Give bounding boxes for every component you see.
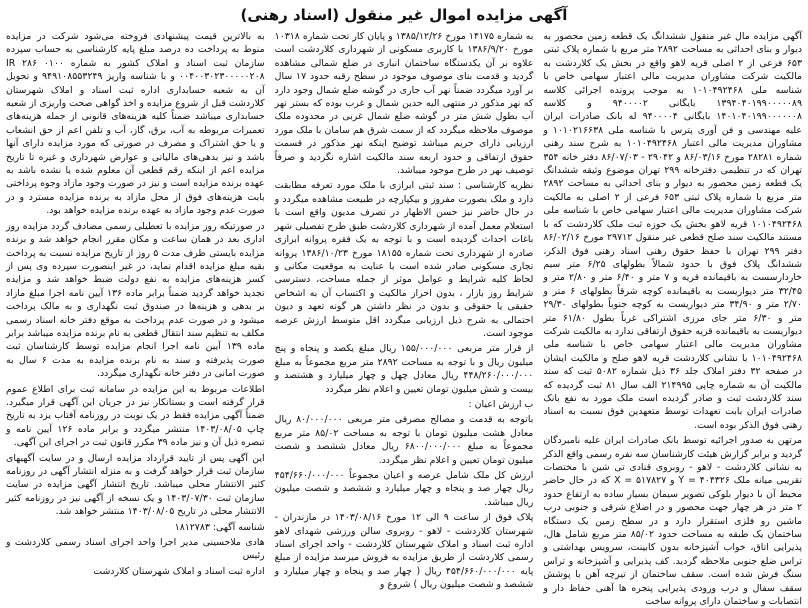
notice-id: شناسه آگهی: ۱۸۱۲۷۸۳: [174, 521, 265, 533]
paragraph: مرتهن به صدور اجرائیه توسط بانک صادرات ایران علیه نامبردگان گردید و برابر گزارش هیئت کارشناسان سه نفره رسمی واقع الذکر به نشانی کلاردشت - لاهو - روبروی قنادی تی شین با مختصات تقریبی میانه ملک ۴۰۴۳۲۶ = Y و ۵۱۷۸۲۷ = X که در حال حاضر محیط آن با دیوار بلوکی تصویر سیمان بسیار ساده به ارتفاع حدود ۲ متر در هر چهار جهت محصور و در اضلاع شرقی و جنوبی درب ماشین رو فلزی استقرار دارد و در سطح زمین یک دستگاه ساختمان یک طبقه به مساحت حدود ۸۵/۰۲ متر مربع شامل هال، پذیرایی اتاق، خواب آشپزخانه بدون کابینت، سرویس بهداشتی و تراس ضلع جنوبی ملاحظه گردید. کف پذیرایی و آشپزخانه و تراس سنگ فرش شده است. سقف ساختمان از تیرچه آهن با پوشش سقف سفال و درب ورودی پذیرایی پنجره ها آهنی حفاظ دار و انتصابات و ساختمان دارای پروانه ساخت: [543, 435, 802, 608]
paragraph: نظریه کارشناسی : سند ثبتی ابرازی با ملک مورد تعرفه مطابقت دارد و ملک بصورت مفروز و بیکپارچه در طبیعت مشاهده میگردد و در حال حاضر نیز حسن الاظهار در تصرف مدیون واقع است با استعلام معمل آمده از شهرداری کلاردشت طبق طرح تفصیلی شهر باغات احداث گردیده است و با توجه به یک فقره پروانه ابرازی صادره از شهرداری تحت شماره ۱۸۱۵۵ مورخ ۱۳۸۶/۱۰/۲۳ پروانه تجاری مسکونی صادر شده است با عنایت به موقعیت مکانی و لحاظ کلیه شرایط و عوامل موثر از جمله مساحت، دسترسی شرایط روز بازار ، بدون احراز مالکیت و اکتساب آن به اشخاص حقیقی یا حقوقی و بدون در نظر داشتن هر گونه تعهد و دیون احتمالی به شرح ذیل ارزیابی میگردد اقل متوسط ارزش عرصه موجود است.: [274, 180, 534, 339]
signature-line: هادی ملاحسینی مدیر اجرا واحد اجرای اسناد رسمی کلاردشت و رئیس: [5, 537, 265, 562]
notice-columns: [5, 30, 803, 608]
paragraph: باتوجه به قدمت و مصالح مصرفی متر مربعی ۸۰/۰۰۰/۰۰۰ ریال معادل هشت میلیون تومان با توجه به مساحت ۸۵/۰۲ متر مربع مجموعاً به مبلغ ۶۸۰۰/۰۰۰/۰۰۰ ریال معادل ششصد و شصت میلیون تومان تعیین و اعلام نظر میگردد.: [274, 414, 534, 466]
paragraph: به شماره ۱۴۱۷۵ مورخ ۱۳۸۵/۱۲/۲۶ و پایان کار تحت شماره ۱۰۳۱۸ مورخ ۱۳۸۶/۹/۲۰ با کاربری مسکونی از شهرداری کلاردشت است علاوه بر آن یکدستگاه ساختمان انباری در ضلع شمالی مشاهده گردید و قدمت بنای موصوف موجود در سطح رقبه حدود ۱۷ سال بر آورد میگردد ضمناً نهر آب جاری در گوشه ضلع شمال وجود دارد که نهر مذکور در منتهی الیه حدین شمال و غرب بوده که بستر نهر آب بطول شش متر در گوشه ضلع شمال غربی در محدوده ملک موصوف ملاحظه میگردد که از سمت شرق هم سامان با ملک مورد ارزیابی دارای حریم میباشد توضیح اینکه نهر مذکور در قسمت حقوق ارتفاقی و حدود اربعه سند مالکیت اشاره نگردید و صرفاً توصیف نهر در طرح موجود میباشد.: [274, 31, 534, 177]
paragraph: ب ارزش اعیان :: [468, 398, 534, 410]
column-right: [543, 30, 803, 608]
notice-title: آگهی مزایده اموال غیر منقول (اسناد رهنی): [240, 6, 568, 24]
column-middle: [274, 30, 534, 591]
signature-line: اداره ثبت اسناد و املاک شهرستان کلاردشت: [93, 565, 265, 577]
paragraph: این آگهی پس از تایید قرارداد مزایده ارسال و در سایت آگهیهای سازمان ثبت قرار خواهد گرفت و به منزله انتشار آگهی در روزنامه کثیر الانتشار محلی میباشد. تاریخ انتشار آگهی مزایده در سایت سازمان ثبت ۱۴۰۳/۰۷/۳۰ و یک نسخه از آگهی نیز در روزنامه کثیر الانتشار محلی در تاریخ ۱۴۰۳/۰۸/۰۵ منتشر خواهد شد.: [5, 452, 265, 518]
paragraph: آگهی مزایده مال غیر منقول ششدانگ یک قطعه زمین محصور به دیوار و بنای احداثی به مساحت ۲۸۹۲ متر مربع با شماره پلاک ثبتی ۶۵۳ فرعی از ۲ اصلی قریه لاهو واقع در بخش یک کلاردشت به مالکیت شرکت مشاوران مدیریت مالی اعتبار سهامی خاص با شناسه ملی ۱۰۱۰۴۹۲۴۶۸ به موجب پرونده اجرائی کلاسه ۱۳۹۴۰۴۰۱۹۹۰۰۰۰۰۸۹ بایگانی ۹۴۰۰۰۰۲ و کلاسه ۱۴۰۱۰۴۰۱۹۹۰۰۰۰۰۰۸ بایگانی ۹۴۰۰۰۰۴ له بانک صادرات ایران علیه مهندسی و فن آوری پترس با شناسه ملی ۱۰۱۰۲۱۶۶۳۸ و مشاوران مدیریت مالی اعتبار ۱۰۱۰۴۹۲۴۶۸ به شرح سند رهنی شماره ۲۸۲۸۱ مورخ ۸۶/۰۳/۱۶ و ۲۹۰۴۲ - ۸۶/۰۷/۰۳ دفتر خانه ۳۵۴ تهران که در تنظیمی دفترخانه ۲۹۹ تهران موضوع وثیقه ششدانگ یک قطعه زمین محصور به دیوار و بنای احداثی به مساحت ۲۸۹۲ متر مربع با شماره پلاک ثبتی ۶۵۳ فرعی از ۲ اصلی به مالکیت شرکت مشاوران مدیریت مالی اعتبار سهامی خاص با شناسه ملی ۱۰۱۰۴۹۲۴۶۸ قریه لاهو بخش یک حوزه ثبت ملک کلاردشت که با مستند مالکیت سند صلح قطعی غیر منقول ۲۹۷۱۲ مورخ ۸۶/۰۲/۱۶ دفتر ۲۹۹ تهران با حفظ حقوق رهنی اسناد رهنی فوق الذکر، ششدانگ پلاک فوق با حدود شمالاً بطولهای ۶/۲۵ متر سیم خاردارسست به باقیمانده قریه و ۷ متر و ۶/۴۰ متر و ۲/۸۰ متر و ۳۲/۴۵ متر دیواریست به باقیمانده کوچه شرقاً بطولهای ۶ متر و ۲/۷۰ متر و ۳۴/۹۰ متر دیواریست به کوچه جنوباً بطولهای ۲۹/۳۰ متر و ۶/۳۰ متر جای مرزی اشتراکی غرباً بطول ۶۱/۸۰ متر دیواریست به باقیمانده قریه حقوق ارتفاقی ندارد به مالکیت شرکت مشاوران مدیریت مالی اعتبار سهامی خاص با شناسه ملی ۱۰۱۰۴۹۲۴۶۸ با نشانی کلاردشت قریه لاهو صلح و مالکیت ایشان در صفحه ۳۲ دفتر املاک جلد ۳۶ ذیل شماره ۵۰۸۲ ثبت که سند مالکیت آن به شماره چاپی ۲۱۴۹۹۵ الف سال ۸۱ ثبت گردیده که سند کلاردشت ثبت و صادر گردیده است ملک مورد به نفع بانک صادرات ایران بابت تعهدات توسط متعهدین فوق نسبت به اسناد رهنی فوق الذکر بوده است.: [543, 31, 803, 431]
paragraph: به بالاترین قیمت پیشنهادی فروخته می‌شود شرکت در مزایده منوط به پرداخت ده درصد مبلغ پایه کارشناسی به حساب سپرده سازمان ثبت اسناد و املاک کشور به شماره IR ۲۸۶ ۰۱۰۰ ۰۰۴۰۰۳۰۲۳۰۰۰۰۰۲۰۸ و با شناسه واریز ۹۴۹۱۰۸۵۵۳۲۴۹ و تحویل آن به شعبه حسابداری اداره ثبت اسناد و املاک شهرستان کلاردشت قبل از شروع مزایده و اخذ گواهی صحت واریزی از شعبه حسابداری میباشد ضمناً کلیه هزینه‌های قانونی از جمله هزینه‌های تعمیرات مربوطه به آب، برق، گاز، آب و تلفن اعم از حق انشعاب و یا حق اشتراک و مصرف در صورتی که مورد مزایده دارای آنها باشد و نیز بدهی‌های مالیاتی و عوارض شهرداری و غیره تا تاریخ مزایده اعم از اینکه رقم قطعی آن معلوم شده یا نشده باشد به عهده برنده مزایده است و نیز در صورت وجود مازاد وجوه پرداختی بابت هزینه‌های فوق از محل مازاد به برنده مزایده مسترد و در صورت عدم وجود مازاد به عهده برنده مزایده خواهد بود.: [5, 31, 265, 217]
paragraph: ارزش کل ملک شامل عرصه و اعیان مجموعاً ۴۵۴/۶۶۰/۰۰۰/۰۰۰ ریال چهار صد و پنجاه و چهار میلیارد و ششصد و شصت میلیون ریال میباشد.: [274, 470, 534, 508]
paragraph: اطلاعات مربوط به این مزایده در سامانه ثبت برای اطلاع عموم قرار گرفته است و بستانکار نیز در جریان این آگهی قرار میگیرد. ضمناً آگهی مزایده فقط در یک نوبت در روزنامه آفتاب یزد به تاریخ چاپ ۱۴۰۳/۰۸/۰۵ منتشر میگردد و برابر ماده ۱۲۶ آیین نامه و تبصره ذیل آن و نیز ماده ۳۹ مکرر قانون ثبت در اجرای این آگهی.: [5, 383, 265, 449]
paragraph: پلاک فوق از ساعت ۹ الی ۱۲ مورخ ۱۴۰۳/۰۸/۱۶ در مازندران - شهرستان کلاردشت - لاهو - روبروی سالن ورزشی شهدای لاهو اداره ثبت اسناد و املاک شهرستان کلاردشت - واحد اجرای اسناد رسمی کلاردشت از طریق مزایده به فروش میرسد مزایده از مبلغ پایه ۴۵۴/۶۶۰/۰۰۰/۰۰۰ ریال ( چهار صد و پنجاه و چهار میلیارد و ششصد و شصت میلیون ریال ) شروع و: [274, 512, 534, 591]
paragraph: در صورتیکه روز مزایده با تعطیلی رسمی مصادف گردد مزایده روز اداری بعد در همان ساعت و مکان مقرر انجام خواهد شد و برنده مزایده بایستی ظرف مدت ۵ روز از تاریخ مزایده نسبت به پرداخت بقیه مبلغ مزایده اقدام نماید، در غیر اینصورت سپرده وی پس از کسر هزینه‌های مزایده به نفع دولت ضبط خواهد شد و مزایده تجدید خواهد گردید ضمناً برابر ماده ۱۳۶ آیین نامه اجرا مبلغ مازاد بر بدهی و هزینه‌ها در صندوق ثبت نگهداری و به مالک پرداخت میشود و در صورت عدم پرداخت به موقع دفتر خانه اسناد رسمی مکلف به تنظیم سند انتقال قطعی به نام برنده مزایده میباشد برابر ماده ۱۳۹ آیین نامه اجرا انجام مزایده توسط کارشناسان ثبت صورت پذیرفته و سند به نام برنده مزایده به مدت ۶ سال به صورت امانی در دفتر خانه نگهداری میگردد.: [5, 220, 265, 380]
paragraph: از قرار متر مربعی ۱۵۵/۰۰۰/۰۰۰ ریال مبلغ یکصد و پنجاه و پنج میلیون ریال و با توجه به مساحت ۲۸۹۲ متر مربع مجموعاً به مبلغ ۴۴۸/۲۶۰/۰۰۰/۰۰۰ ریال معادل چهل و چهار میلیارد و هشتصد و بیست و شش میلیون تومان تعیین و اعلام نظر میگردد: [274, 343, 534, 395]
column-left: [6, 30, 265, 586]
